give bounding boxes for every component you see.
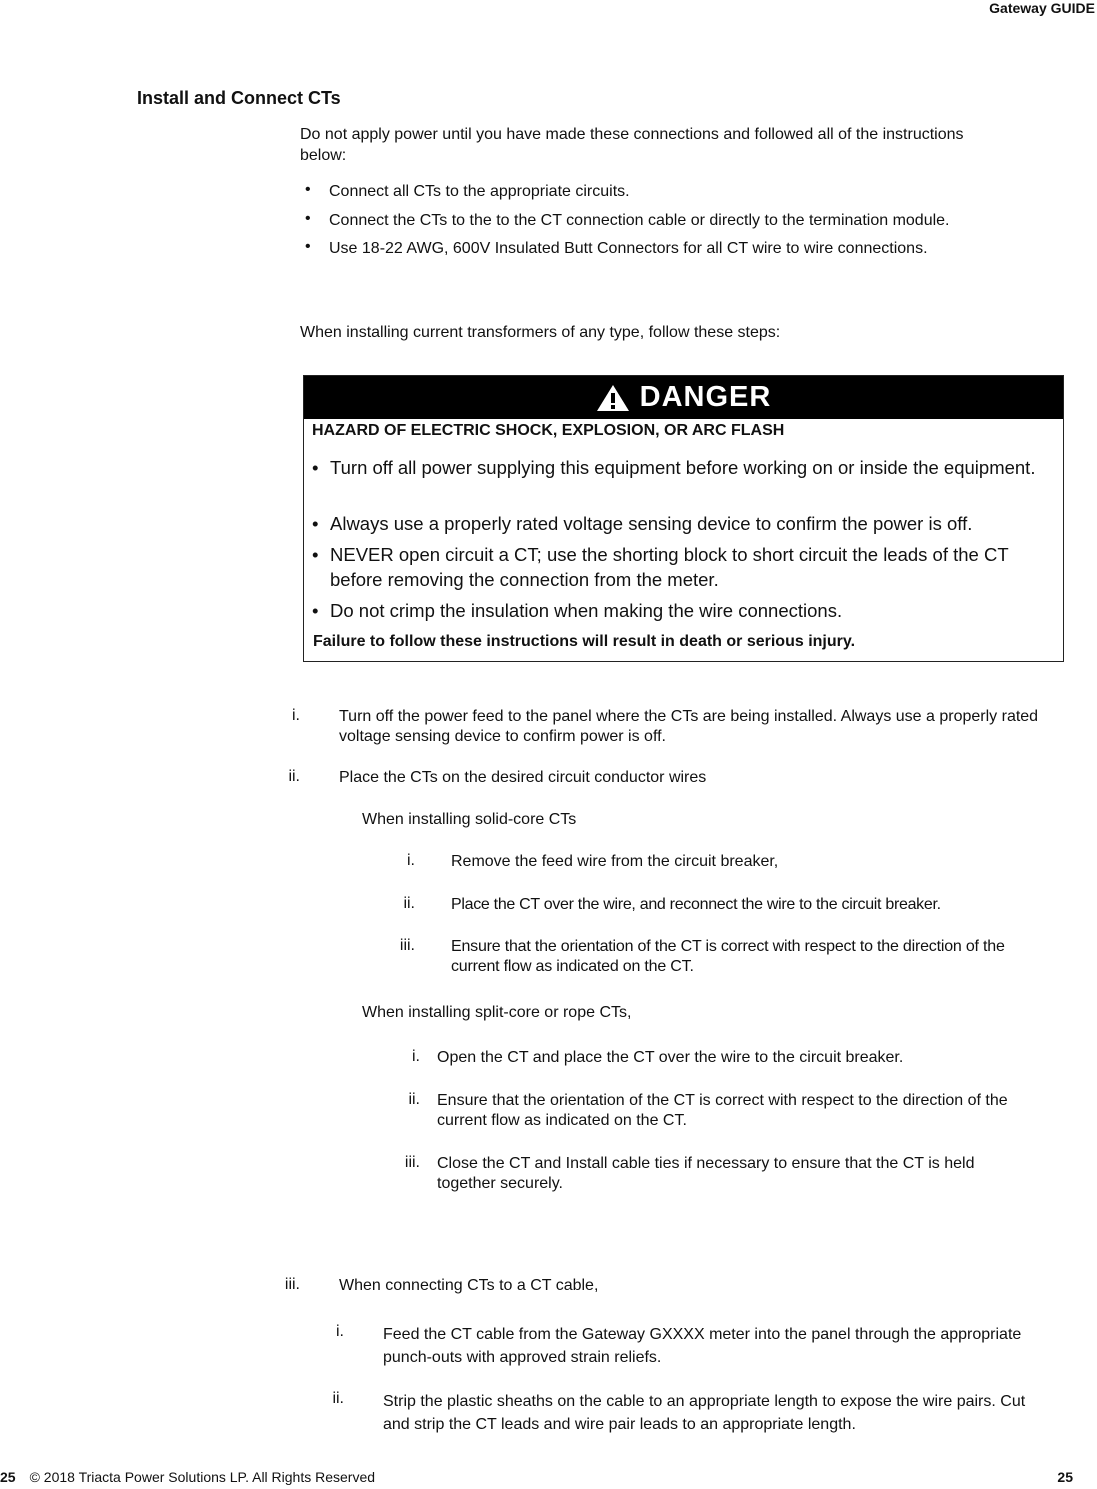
warning-triangle-icon [596,384,630,412]
footer-left [0,1469,375,1485]
page-number-right: 25 [1057,1469,1073,1485]
substep-text: Close the CT and Install cable ties if necessary to ensure that the CT is held together securely. [437,1155,975,1192]
danger-notice [303,375,1064,662]
page-number-left: 25 [0,1469,16,1485]
substep-number: i. [336,1323,344,1340]
danger-item [312,598,1055,623]
bullet-item: Use 18-22 AWG, 600V Insulated Butt Connectors for all CT wire to wire connections. [329,240,928,257]
failure-warning: Failure to follow these instructions will result in death or serious injury. [313,633,856,650]
bullet-marker: • [312,544,319,565]
step-number: ii. [288,768,300,785]
substep-text: Place the CT over the wire, and reconnect the wire to the circuit breaker. [451,896,941,913]
copyright: © 2018 Triacta Power Solutions LP. All Rights Reserved [29,1469,376,1485]
step-text: Place the CTs on the desired circuit conductor wires [339,769,707,786]
substep-number: i. [412,1048,420,1065]
danger-header [304,376,1063,419]
danger-item [312,455,1055,480]
substep-number: ii. [403,895,415,912]
danger-item-text: NEVER open circuit a CT; use the shorting block to short circuit the leads of the CT before removing the connection from the meter. [330,544,1009,590]
step-number: i. [292,707,300,724]
substep-text: Ensure that the orientation of the CT is correct with respect to the direction of the current flow as indicated on the CT. [451,938,1005,975]
step-number: iii. [284,1276,300,1293]
running-header: Gateway GUIDE [989,0,1095,16]
bullet-item: Connect all CTs to the appropriate circuits. [329,183,630,200]
danger-item-text: Turn off all power supplying this equipment before working on or inside the equipment. [330,457,1036,478]
bullet-marker: • [305,238,311,255]
substep-number: ii. [408,1091,420,1108]
solid-core-heading: When installing solid-core CTs [362,811,577,828]
section-title: Install and Connect CTs [137,88,341,108]
substep-number: i. [407,852,415,869]
substep-number: iii. [404,1154,420,1171]
intro-paragraph: Do not apply power until you have made these connections and followed all of the instructions below: [300,126,964,164]
substep-text: Ensure that the orientation of the CT is correct with respect to the direction of the current flow as indicated on the CT. [437,1092,1008,1129]
danger-item-text: Do not crimp the insulation when making the wire connections. [330,600,843,621]
bullet-marker: • [312,600,319,621]
substep-number: iii. [399,937,415,954]
substep-text: Strip the plastic sheaths on the cable to an appropriate length to expose the wire pairs. Cut and strip the CT leads and wire pair leads to an appropriate length. [383,1393,1026,1433]
split-core-heading: When installing split-core or rope CTs, [362,1004,632,1021]
bullet-marker: • [305,210,311,227]
substep-text: Remove the feed wire from the circuit breaker, [451,853,779,870]
danger-label: DANGER [639,381,772,413]
substep-number: ii. [332,1390,344,1407]
substep-text: Feed the CT cable from the Gateway GXXXX meter into the panel through the appropriate punch-outs with approved strain reliefs. [383,1326,1022,1366]
substep-text: Open the CT and place the CT over the wire to the circuit breaker. [437,1049,904,1066]
step-text: Turn off the power feed to the panel where the CTs are being installed. Always use a properly rated voltage sensing device to confirm power is off. [339,708,1039,745]
danger-item [312,542,1055,592]
step-text: When connecting CTs to a CT cable, [339,1277,599,1294]
danger-item-text: Always use a properly rated voltage sensing device to confirm the power is off. [330,513,973,534]
steps-lead: When installing current transformers of any type, follow these steps: [300,324,781,341]
hazard-title: HAZARD OF ELECTRIC SHOCK, EXPLOSION, OR ARC FLASH [312,422,785,439]
danger-item [312,511,1055,536]
bullet-marker: • [312,457,319,478]
bullet-item: Connect the CTs to the to the CT connection cable or directly to the termination module. [329,212,950,229]
bullet-marker: • [312,513,319,534]
bullet-marker: • [305,181,311,198]
